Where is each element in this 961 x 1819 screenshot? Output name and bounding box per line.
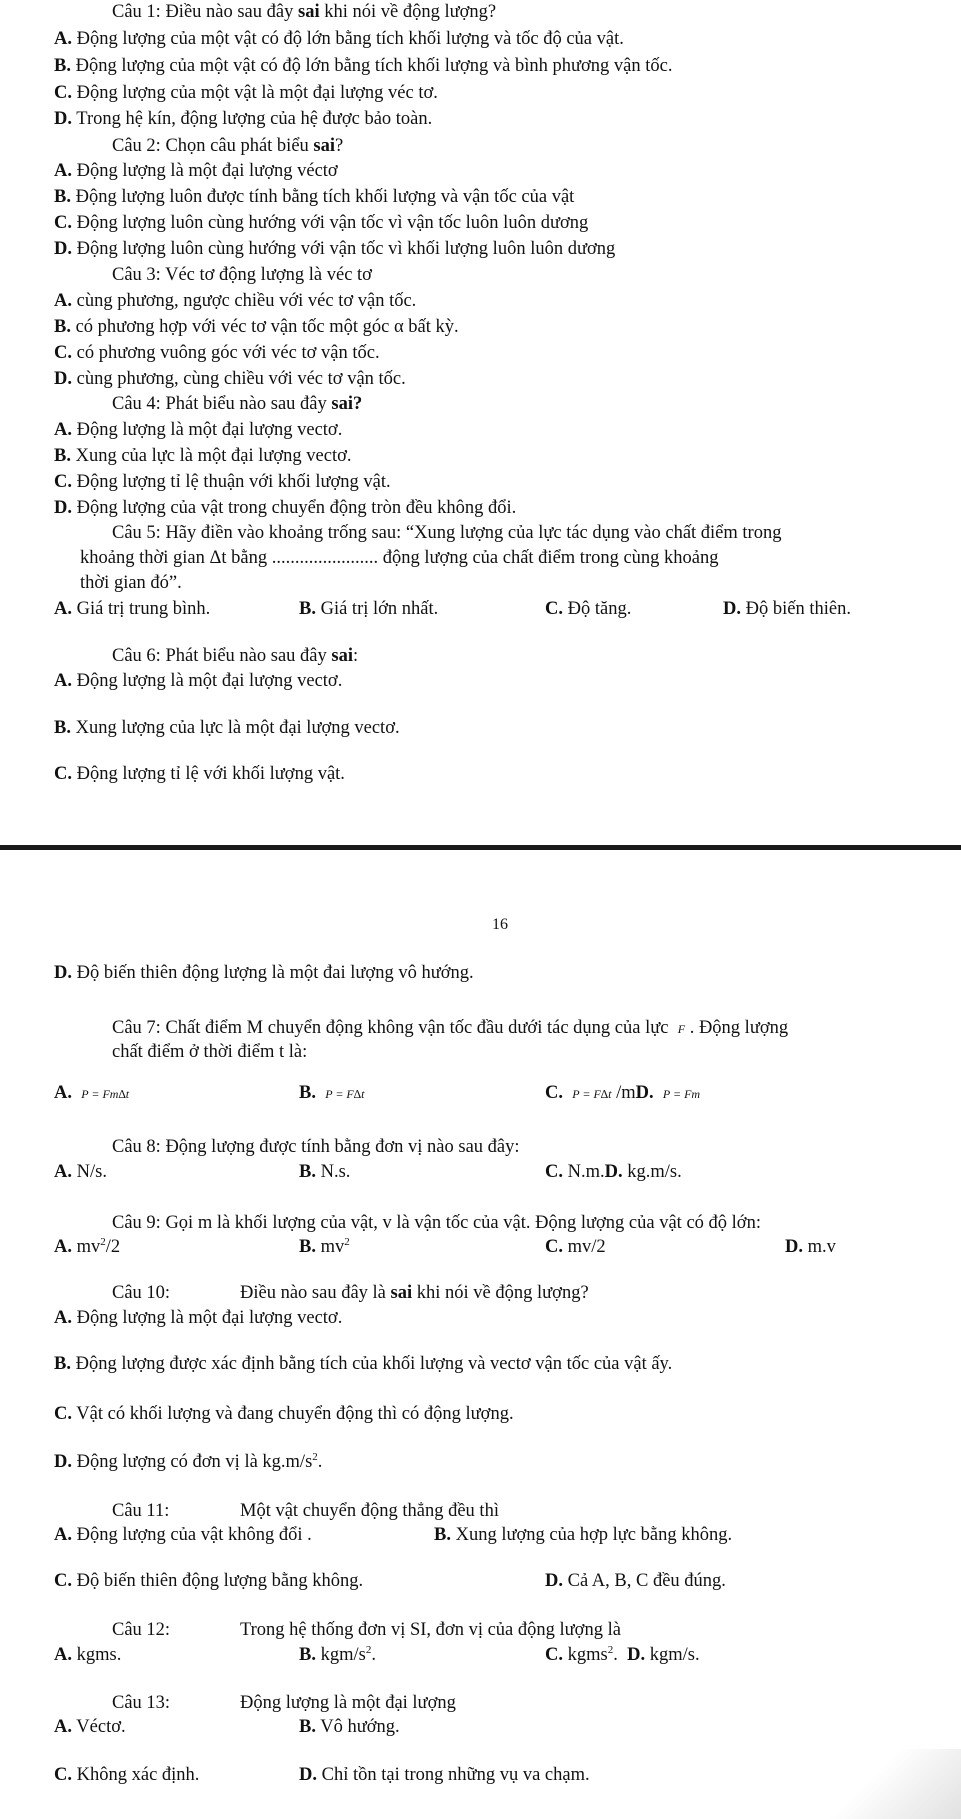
option-text: Động lượng luôn được tính bằng tích khối lượng và vận tốc của vật bbox=[75, 187, 575, 207]
option-label: D. bbox=[54, 498, 72, 518]
q2-stem bbox=[112, 137, 343, 156]
q5-stem-line1: Câu 5: Hãy điền vào khoảng trống sau: “Xung lượng của lực tác dụng vào chất điểm trong bbox=[112, 523, 782, 543]
q4-option-b bbox=[54, 447, 352, 466]
option-text: Vật có khối lượng và đang chuyển động thì có động lượng. bbox=[76, 1404, 514, 1424]
option-text: Không xác định. bbox=[76, 1765, 200, 1785]
option-label: C. bbox=[54, 1404, 72, 1424]
option-text: m.v bbox=[807, 1237, 836, 1257]
superscript: 2 bbox=[607, 1643, 614, 1656]
option-label: B. bbox=[434, 1525, 451, 1545]
option-text: Động lượng là một đại lượng véctơ bbox=[76, 161, 338, 181]
option-text: Véctơ. bbox=[76, 1717, 126, 1737]
q9-option-d bbox=[785, 1238, 836, 1257]
option-label: D. bbox=[54, 239, 72, 259]
q1-option-b bbox=[54, 57, 672, 76]
q5-option-d bbox=[723, 600, 851, 619]
q13-stem: Động lượng là một đại lượng bbox=[240, 1693, 456, 1713]
option-label: B. bbox=[54, 1354, 71, 1374]
q4-option-c bbox=[54, 473, 391, 492]
formula: P = Fm∆t bbox=[81, 1087, 130, 1101]
q13-option-b bbox=[299, 1718, 400, 1737]
option-text: Độ biến thiên. bbox=[745, 599, 851, 619]
option-text: Động lượng được xác định bằng tích của khối lượng và vectơ vận tốc của vật ấy. bbox=[75, 1354, 673, 1374]
option-label: A. bbox=[54, 1308, 72, 1328]
q6-option-a bbox=[54, 672, 342, 691]
option-text: Chỉ tồn tại trong những vụ va chạm. bbox=[321, 1765, 590, 1785]
option-label: B. bbox=[299, 1717, 316, 1737]
q10-stem-text: Điều nào sau đây là bbox=[240, 1283, 391, 1303]
q2-option-b bbox=[54, 188, 574, 207]
q2-option-c bbox=[54, 214, 588, 233]
option-label: C. bbox=[545, 1645, 563, 1665]
option-text: mv bbox=[76, 1237, 101, 1257]
page-divider bbox=[0, 845, 961, 850]
q5-stem-line2: khoảng thời gian Δt bằng ....................... động lượng của chất điểm trong cùng khoảng bbox=[80, 548, 719, 568]
option-label: A. bbox=[54, 1237, 72, 1257]
option-label: B. bbox=[299, 1083, 316, 1103]
superscript: 2 bbox=[100, 1235, 106, 1248]
option-text: Động lượng của vật không đổi . bbox=[76, 1525, 312, 1545]
q1-stem-bold: sai bbox=[298, 2, 320, 22]
option-text: kgm/s. bbox=[649, 1645, 700, 1665]
q1-option-d bbox=[54, 110, 432, 129]
q11-option-b bbox=[434, 1526, 732, 1545]
option-label: A. bbox=[54, 1525, 72, 1545]
q6-stem bbox=[112, 647, 358, 666]
q4-stem bbox=[112, 395, 362, 414]
option-label: C. bbox=[545, 1237, 563, 1257]
option-label: A. bbox=[54, 29, 72, 49]
option-text: có phương hợp với véc tơ vận tốc một góc α bất kỳ. bbox=[75, 317, 459, 337]
q6-option-d bbox=[54, 964, 474, 983]
option-text: Động lượng có đơn vị là kg.m/s bbox=[76, 1452, 313, 1472]
option-text: kg.m/s. bbox=[627, 1162, 682, 1182]
q3-option-c bbox=[54, 344, 380, 363]
q7-stem-line2: chất điểm ở thời điểm t là: bbox=[112, 1042, 308, 1062]
option-label: D. bbox=[54, 1452, 72, 1472]
option-text: cùng phương, cùng chiều với véc tơ vận tốc. bbox=[76, 369, 406, 389]
q4-stem-text: Câu 4: Phát biểu nào sau đây bbox=[112, 394, 332, 414]
option-text: kgms bbox=[567, 1645, 608, 1665]
q13-number: Câu 13: bbox=[112, 1693, 171, 1713]
option-text: Độ tăng. bbox=[567, 599, 632, 619]
q4-stem-bold: sai? bbox=[331, 394, 363, 414]
page-number: 16 bbox=[492, 916, 508, 933]
q11-option-a bbox=[54, 1526, 312, 1545]
option-label: B. bbox=[54, 56, 71, 76]
option-text: N.s. bbox=[320, 1162, 351, 1182]
option-label: D. bbox=[54, 109, 72, 129]
q12-option-cd bbox=[545, 1643, 700, 1665]
option-text: Động lượng là một đại lượng vectơ. bbox=[76, 420, 343, 440]
option-text: Động lượng là một đại lượng vectơ. bbox=[76, 671, 343, 691]
option-label: C. bbox=[54, 213, 72, 233]
q6-stem-bold: sai bbox=[331, 646, 353, 666]
option-label: C. bbox=[54, 472, 72, 492]
superscript: 2 bbox=[365, 1643, 372, 1656]
q5-option-a bbox=[54, 600, 210, 619]
q6-option-c bbox=[54, 765, 345, 784]
option-label: B. bbox=[299, 1645, 316, 1665]
option-label: D. bbox=[54, 369, 72, 389]
option-label: C. bbox=[545, 1083, 563, 1103]
option-text: kgm/s bbox=[320, 1645, 366, 1665]
superscript: 2 bbox=[344, 1235, 350, 1248]
option-label: D. bbox=[635, 1083, 654, 1103]
option-text: N/s. bbox=[76, 1162, 107, 1182]
q11-option-d bbox=[545, 1572, 726, 1591]
option-label: A. bbox=[54, 671, 72, 691]
option-label: B. bbox=[54, 718, 71, 738]
option-text: . bbox=[371, 1645, 376, 1665]
q2-option-d bbox=[54, 240, 615, 259]
option-text: Vô hướng. bbox=[320, 1717, 400, 1737]
option-text: /m bbox=[611, 1083, 636, 1103]
q3-option-d bbox=[54, 370, 406, 389]
q9-option-c bbox=[545, 1238, 606, 1257]
option-label: A. bbox=[54, 420, 72, 440]
force-symbol: F bbox=[677, 1022, 686, 1036]
option-label: B. bbox=[299, 1162, 316, 1182]
q12-number: Câu 12: bbox=[112, 1620, 171, 1640]
q13-option-a bbox=[54, 1718, 126, 1737]
q9-option-b bbox=[299, 1235, 350, 1257]
q3-option-a bbox=[54, 292, 416, 311]
q6-stem-text: Câu 6: Phát biểu nào sau đây bbox=[112, 646, 332, 666]
option-label: C. bbox=[54, 1765, 72, 1785]
option-label: C. bbox=[54, 343, 72, 363]
option-text: /2 bbox=[105, 1237, 121, 1257]
q7-stem-text: Câu 7: Chất điểm M chuyển động không vận tốc đầu dưới tác dụng của lực bbox=[112, 1018, 669, 1038]
q1-stem bbox=[112, 3, 496, 22]
option-label: C. bbox=[54, 1571, 72, 1591]
superscript: 2 bbox=[312, 1450, 318, 1463]
q9-stem: Câu 9: Gọi m là khối lượng của vật, v là vận tốc của vật. Động lượng của vật có độ lớn: bbox=[112, 1213, 761, 1233]
option-label: C. bbox=[545, 599, 563, 619]
formula: P = F∆t bbox=[325, 1087, 365, 1101]
option-text: mv/2 bbox=[567, 1237, 606, 1257]
q6-option-b bbox=[54, 719, 400, 738]
option-text: Cả A, B, C đều đúng. bbox=[567, 1571, 726, 1591]
option-text: cùng phương, ngược chiều với véc tơ vận tốc. bbox=[76, 291, 417, 311]
option-label: D. bbox=[54, 963, 72, 983]
q10-option-c bbox=[54, 1405, 514, 1424]
option-label: A. bbox=[54, 1083, 72, 1103]
q8-stem: Câu 8: Động lượng được tính bằng đơn vị nào sau đây: bbox=[112, 1137, 520, 1157]
option-label: D. bbox=[299, 1765, 317, 1785]
q10-number: Câu 10: bbox=[112, 1283, 171, 1303]
q8-option-cd bbox=[545, 1163, 682, 1182]
q10-stem-text-end: khi nói về động lượng? bbox=[412, 1283, 589, 1303]
q1-option-a bbox=[54, 30, 624, 49]
q12-stem: Trong hệ thống đơn vị SI, đơn vị của động lượng là bbox=[240, 1620, 621, 1640]
option-label: C. bbox=[545, 1162, 563, 1182]
q10-option-d bbox=[54, 1450, 323, 1472]
q10-stem bbox=[240, 1284, 589, 1303]
option-label: A. bbox=[54, 291, 72, 311]
option-text: Động lượng tỉ lệ với khối lượng vật. bbox=[76, 764, 345, 784]
q8-option-b bbox=[299, 1163, 350, 1182]
q12-option-b bbox=[299, 1643, 376, 1665]
q11-number: Câu 11: bbox=[112, 1501, 170, 1521]
option-label: C. bbox=[54, 764, 72, 784]
option-text: . bbox=[613, 1645, 618, 1665]
q7-stem-line1 bbox=[112, 1019, 788, 1038]
q7-option-a bbox=[54, 1084, 129, 1103]
q5-option-c bbox=[545, 600, 631, 619]
option-label: B. bbox=[54, 187, 71, 207]
option-label: D. bbox=[545, 1571, 563, 1591]
option-text: Động lượng là một đại lượng vectơ. bbox=[76, 1308, 343, 1328]
q11-stem: Một vật chuyển động thẳng đều thì bbox=[240, 1501, 499, 1521]
option-label: D. bbox=[604, 1162, 623, 1182]
q1-stem-text: Câu 1: Điều nào sau đây bbox=[112, 2, 298, 22]
option-text: Động lượng của một vật là một đại lượng véc tơ. bbox=[76, 83, 438, 103]
formula: P = F∆t bbox=[572, 1087, 612, 1101]
option-text: Động lượng tỉ lệ thuận với khối lượng vật. bbox=[76, 472, 391, 492]
q10-stem-bold: sai bbox=[390, 1283, 413, 1303]
option-text: kgms. bbox=[76, 1645, 122, 1665]
option-text: N.m. bbox=[567, 1162, 605, 1182]
formula: P = Fm bbox=[662, 1087, 701, 1101]
q1-option-c bbox=[54, 84, 438, 103]
q7-stem-text-end: . Động lượng bbox=[689, 1018, 789, 1038]
option-text: Động lượng luôn cùng hướng với vận tốc vì khối lượng luôn luôn dương bbox=[76, 239, 616, 259]
option-label: B. bbox=[54, 446, 71, 466]
option-label: A. bbox=[54, 599, 72, 619]
q10-option-a bbox=[54, 1309, 342, 1328]
q2-stem-text-end: ? bbox=[335, 136, 344, 156]
q11-option-c bbox=[54, 1572, 363, 1591]
option-label: B. bbox=[299, 1237, 316, 1257]
option-label: B. bbox=[54, 317, 71, 337]
option-text: Động lượng của vật trong chuyển động tròn đều không đổi. bbox=[76, 498, 517, 518]
option-text: Độ biến thiên động lượng bằng không. bbox=[76, 1571, 364, 1591]
option-text: mv bbox=[320, 1237, 345, 1257]
page-curl-shadow bbox=[811, 1749, 961, 1819]
option-text: Động lượng của một vật có độ lớn bằng tích khối lượng và bình phương vận tốc. bbox=[75, 56, 673, 76]
q3-option-b bbox=[54, 318, 459, 337]
q5-stem-line3: thời gian đó”. bbox=[80, 573, 182, 593]
option-label: A. bbox=[54, 1645, 72, 1665]
q10-option-b bbox=[54, 1355, 672, 1374]
option-label: A. bbox=[54, 1162, 72, 1182]
q6-stem-text-end: : bbox=[352, 646, 359, 666]
option-text: Động lượng luôn cùng hướng với vận tốc vì vận tốc luôn luôn dương bbox=[76, 213, 589, 233]
option-text: Giá trị trung bình. bbox=[76, 599, 211, 619]
option-text: Giá trị lớn nhất. bbox=[320, 599, 439, 619]
q2-stem-bold: sai bbox=[313, 136, 335, 156]
option-text: . bbox=[317, 1452, 323, 1472]
option-text: Độ biến thiên động lượng là một đai lượng vô hướng. bbox=[76, 963, 474, 983]
q5-option-b bbox=[299, 600, 438, 619]
q4-option-a bbox=[54, 421, 342, 440]
q8-option-a bbox=[54, 1163, 107, 1182]
option-text: Xung lượng của lực là một đại lượng vectơ. bbox=[75, 718, 400, 738]
q3-stem: Câu 3: Véc tơ động lượng là véc tơ bbox=[112, 265, 372, 285]
option-text: Động lượng của một vật có độ lớn bằng tích khối lượng và tốc độ của vật. bbox=[76, 29, 624, 49]
option-label: C. bbox=[54, 83, 72, 103]
option-label: D. bbox=[627, 1645, 646, 1665]
q13-option-d bbox=[299, 1766, 590, 1785]
option-label: B. bbox=[299, 599, 316, 619]
q4-option-d bbox=[54, 499, 516, 518]
q7-option-c bbox=[545, 1084, 700, 1103]
q12-option-a bbox=[54, 1646, 121, 1665]
option-label: A. bbox=[54, 1717, 72, 1737]
q1-stem-text-end: khi nói về động lượng? bbox=[319, 2, 497, 22]
q7-option-b bbox=[299, 1084, 364, 1103]
q2-stem-text: Câu 2: Chọn câu phát biểu bbox=[112, 136, 314, 156]
q9-option-a bbox=[54, 1235, 121, 1257]
option-label: D. bbox=[785, 1237, 803, 1257]
q2-option-a bbox=[54, 162, 338, 181]
option-label: D. bbox=[723, 599, 741, 619]
q13-option-c bbox=[54, 1766, 199, 1785]
option-text: Xung lượng của hợp lực bằng không. bbox=[455, 1525, 733, 1545]
option-text: Trong hệ kín, động lượng của hệ được bảo toàn. bbox=[76, 109, 433, 129]
option-text: Xung của lực là một đại lượng vectơ. bbox=[75, 446, 352, 466]
option-label: A. bbox=[54, 161, 72, 181]
option-text: có phương vuông góc với véc tơ vận tốc. bbox=[76, 343, 380, 363]
